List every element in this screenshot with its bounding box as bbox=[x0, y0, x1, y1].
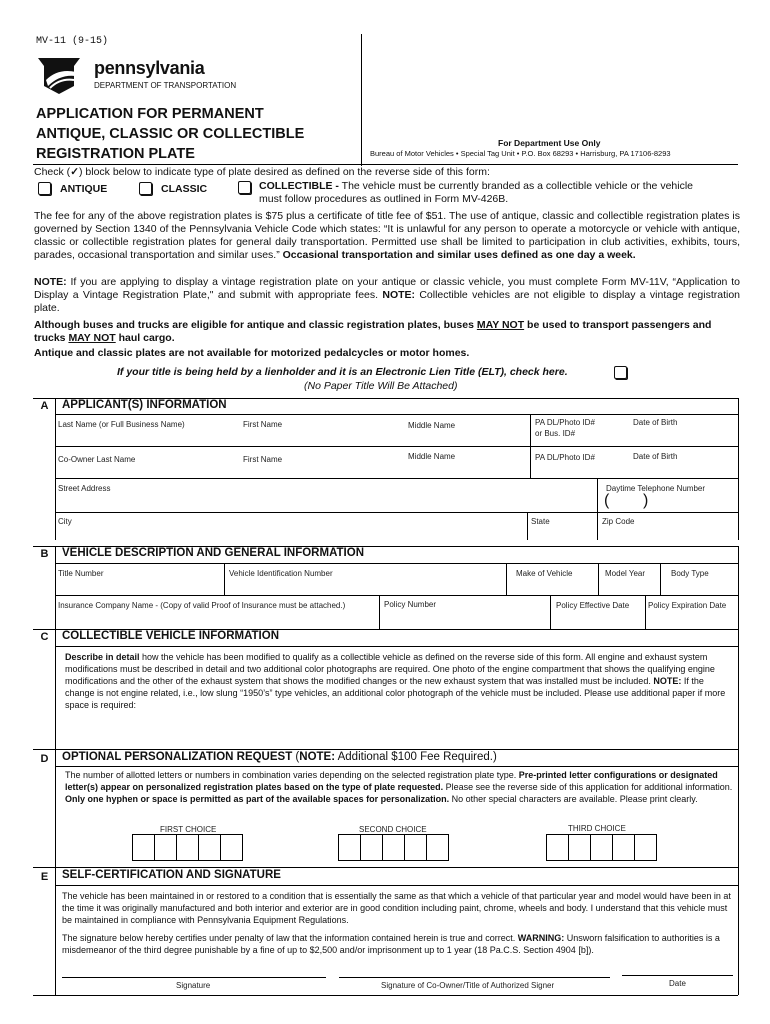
make-label: Make of Vehicle bbox=[516, 569, 573, 578]
middle-name-label: Middle Name bbox=[408, 421, 456, 430]
logo-department-name: DEPARTMENT OF TRANSPORTATION bbox=[94, 81, 237, 90]
state-label: State bbox=[531, 517, 550, 526]
row-divider bbox=[55, 512, 738, 513]
co-owner-middle-name-label: Middle Name bbox=[408, 452, 456, 461]
policy-effective-date-label: Policy Effective Date bbox=[556, 601, 630, 610]
plate-char-cell[interactable] bbox=[132, 834, 155, 861]
classic-checkbox[interactable] bbox=[139, 182, 152, 195]
co-owner-first-name-label: First Name bbox=[243, 455, 283, 464]
section-b-title: VEHICLE DESCRIPTION AND GENERAL INFORMATION bbox=[62, 547, 364, 559]
co-owner-last-name-label: Co-Owner Last Name bbox=[58, 455, 136, 464]
personalization-instructions: The number of allotted letters or numbers in combination varies depending on the selected registration plate type. Pre-printed letter configurations or designated letter(s) appear on personalized registration plates based on the type of plate requested. Please see the reverse side of this application for additional information. Only one hyphen or space is permitted as part of the available spaces for personalization. No other special characters are available. Please print clearly. bbox=[65, 770, 733, 804]
street-address-label: Street Address bbox=[58, 484, 111, 493]
plate-char-cell[interactable] bbox=[404, 834, 427, 861]
first-name-label: First Name bbox=[243, 420, 283, 429]
policy-expiration-date-label: Policy Expiration Date bbox=[648, 601, 727, 610]
header-rule bbox=[33, 164, 738, 165]
third-choice-cells bbox=[546, 834, 657, 861]
date-line[interactable] bbox=[622, 975, 733, 976]
second-choice-cells bbox=[338, 834, 449, 861]
co-owner-dob-label: Date of Birth bbox=[633, 452, 678, 461]
plate-char-cell[interactable] bbox=[220, 834, 243, 861]
section-c-letter: C bbox=[40, 631, 49, 643]
section-a-title: APPLICANT(S) INFORMATION bbox=[62, 399, 227, 411]
section-e-title: SELF-CERTIFICATION AND SIGNATURE bbox=[62, 869, 281, 881]
department-use-label: For Department Use Only bbox=[498, 138, 601, 148]
signature-line[interactable] bbox=[62, 977, 326, 978]
form-title: APPLICATION FOR PERMANENT ANTIQUE, CLASSIC OR COLLECTIBLE REGISTRATION PLATE bbox=[36, 106, 305, 162]
section-a-letter: A bbox=[40, 400, 49, 412]
section-d-letter: D bbox=[40, 753, 49, 765]
logo-state-name: pennsylvania bbox=[94, 58, 205, 78]
section-a-right-border bbox=[738, 398, 739, 540]
plate-char-cell[interactable] bbox=[198, 834, 221, 861]
form-bottom-rule bbox=[33, 995, 738, 996]
insurance-company-label: Insurance Company Name - (Copy of valid Proof of Insurance must be attached.) bbox=[58, 601, 346, 610]
section-e-right-border bbox=[738, 867, 739, 995]
third-choice-label: THIRD CHOICE bbox=[568, 824, 626, 833]
section-c-margin-line bbox=[55, 629, 56, 749]
first-choice-label: FIRST CHOICE bbox=[160, 825, 217, 834]
plate-char-cell[interactable] bbox=[568, 834, 591, 861]
section-a-margin-line bbox=[55, 398, 56, 540]
body-type-divider bbox=[660, 563, 661, 595]
elt-subtext: (No Paper Title Will Be Attached) bbox=[304, 380, 458, 392]
state-divider bbox=[527, 512, 528, 540]
model-year-label: Model Year bbox=[605, 569, 646, 578]
pedalcycles-paragraph: Antique and classic plates are not available for motorized pedalcycles or motor homes. bbox=[34, 347, 470, 359]
phone-area-code-open: ( bbox=[604, 492, 610, 509]
vin-divider bbox=[224, 563, 225, 595]
phone-divider bbox=[597, 478, 598, 540]
pa-dl-divider bbox=[530, 414, 531, 446]
section-a-header-rule bbox=[55, 414, 738, 415]
policy-number-label: Policy Number bbox=[384, 600, 437, 609]
section-b-letter: B bbox=[40, 548, 49, 560]
model-year-divider bbox=[598, 563, 599, 595]
section-b-margin-line bbox=[55, 546, 56, 629]
title-number-label: Title Number bbox=[58, 569, 104, 578]
collectible-description: must follow procedures as outlined in Form MV-426B. bbox=[259, 193, 509, 205]
section-b-header-rule bbox=[55, 563, 738, 564]
row-divider bbox=[55, 446, 738, 447]
body-type-label: Body Type bbox=[671, 569, 709, 578]
section-d-title: OPTIONAL PERSONALIZATION REQUEST (NOTE: Additional $100 Fee Required.) bbox=[62, 751, 497, 763]
second-choice-label: SECOND CHOICE bbox=[359, 825, 427, 834]
penalty-certification-text: The signature below hereby certifies under penalty of law that the information contained herein is true and correct. WARNING: Unsworn falsification to authorities is a misdemeanor of the third degree punishable by a fine of up to $2,500 and/or imprisonment up to 1 year (18 Pa.C.S. Section 4904 [b]). bbox=[62, 933, 720, 955]
plate-char-cell[interactable] bbox=[154, 834, 177, 861]
zip-code-label: Zip Code bbox=[602, 517, 635, 526]
bureau-address: Bureau of Motor Vehicles • Special Tag Unit • P.O. Box 68293 • Harrisburg, PA 17106-8293 bbox=[370, 149, 671, 158]
section-d-header-rule bbox=[55, 766, 738, 767]
section-c-title: COLLECTIBLE VEHICLE INFORMATION bbox=[62, 630, 280, 642]
co-owner-pa-dl-label: PA DL/Photo ID# bbox=[535, 453, 595, 462]
pa-dl-label: PA DL/Photo ID# bbox=[535, 418, 595, 427]
plate-char-cell[interactable] bbox=[382, 834, 405, 861]
date-label: Date bbox=[669, 979, 686, 988]
make-divider bbox=[506, 563, 507, 595]
policy-effective-divider bbox=[550, 595, 551, 629]
collectible-checkbox[interactable] bbox=[238, 181, 251, 194]
header-divider bbox=[361, 34, 362, 166]
section-c-right-border bbox=[738, 629, 739, 749]
phone-label: Daytime Telephone Number bbox=[606, 484, 706, 493]
co-owner-signature-line[interactable] bbox=[339, 977, 610, 978]
antique-checkbox[interactable] bbox=[38, 182, 51, 195]
co-owner-signature-label: Signature of Co-Owner/Title of Authorized Signer bbox=[381, 981, 555, 990]
policy-number-divider bbox=[379, 595, 380, 629]
fee-paragraph: The fee for any of the above registration plates is $75 plus a certificate of title fee of $51. The use of antique, classic and collectible registration plates is governed by Section 1340 of the Pennsylvania Vehicle Code which states: “It is unlawful for any person to operate a motorcycle or vehicle with antique, classic or collectible registration plates for general daily transportation. Permitted use shall be limited to participation in club activities, exhibits, tours, parades, occasional transportation and similar uses.” Occasional transportation and similar uses defined as one day a week. bbox=[34, 210, 740, 261]
last-name-label: Last Name (or Full Business Name) bbox=[58, 420, 185, 429]
pennsylvania-keystone-logo bbox=[36, 56, 82, 96]
section-c-header-rule bbox=[55, 646, 738, 647]
collectible-description-instructions: Describe in detail how the vehicle has been modified to qualify as a collectible vehicle as defined on the reverse side of this form. All engine and exhaust system modifications must be described in detail and two additional color photographs are required. One photo of the engine compartment that shows the qualifying engine modifications and the other of the exhaust system that shows the modified changes or the new exhaust system that was installed must be included. NOTE: If the change is not engine related, i.e., low slung “1950’s” type vehicles, an additional color photograph of the vehicle must be included. Please use additional paper if more space is required: bbox=[65, 652, 726, 710]
plate-char-cell[interactable] bbox=[338, 834, 361, 861]
vin-label: Vehicle Identification Number bbox=[229, 569, 333, 578]
section-d-top-rule bbox=[33, 749, 738, 750]
city-label: City bbox=[58, 517, 72, 526]
check-instruction: Check (✓) block below to indicate type of plate desired as defined on the reverse side of this form: bbox=[34, 166, 490, 178]
plate-char-cell[interactable] bbox=[176, 834, 199, 861]
section-e-margin-line bbox=[55, 867, 56, 995]
elt-checkbox[interactable] bbox=[614, 366, 627, 379]
form-id: MV-11 (9-15) bbox=[36, 36, 109, 47]
policy-expiration-divider bbox=[645, 595, 646, 629]
elt-instruction: If your title is being held by a lienholder and it is an Electronic Lien Title (ELT), check here. bbox=[117, 366, 568, 378]
section-e-header-rule bbox=[55, 885, 738, 886]
classic-label: CLASSIC bbox=[161, 183, 208, 195]
signature-label: Signature bbox=[176, 981, 211, 990]
plate-char-cell[interactable] bbox=[426, 834, 449, 861]
antique-label: ANTIQUE bbox=[60, 183, 108, 195]
plate-char-cell[interactable] bbox=[360, 834, 383, 861]
plate-char-cell[interactable] bbox=[634, 834, 657, 861]
vintage-note-paragraph: NOTE: If you are applying to display a vintage registration plate on your antique or classic vehicle, you must complete Form MV-11V, “Application to Display a Vintage Registration Plate," and submit with appropriate fees. NOTE: Collectible vehicles are not eligible to display a vintage registration plate. bbox=[34, 276, 741, 314]
section-b-right-border bbox=[738, 546, 739, 629]
first-choice-cells bbox=[132, 834, 243, 861]
section-e-letter: E bbox=[40, 871, 49, 883]
row-divider bbox=[55, 595, 738, 596]
plate-char-cell[interactable] bbox=[612, 834, 635, 861]
section-e-top-rule bbox=[33, 867, 738, 868]
section-d-right-border bbox=[738, 749, 739, 867]
plate-char-cell[interactable] bbox=[590, 834, 613, 861]
co-owner-pa-dl-divider bbox=[530, 446, 531, 478]
maintenance-certification-text: The vehicle has been maintained in or restored to a condition that is essentially the same as that which a vehicle of that particular year and model would have been in at the time it was originally manufactured and both interior and exterior are in good condition including paint, chrome, wheels and body. I understand that this vehicle must be maintained in compliance with Pennsylvania Equipment Regulations. bbox=[62, 891, 731, 925]
dob-label: Date of Birth bbox=[633, 418, 678, 427]
plate-char-cell[interactable] bbox=[546, 834, 569, 861]
collectible-label: COLLECTIBLE - The vehicle must be currently branded as a collectible vehicle or the vehicle bbox=[259, 180, 693, 192]
bus-id-label: or Bus. ID# bbox=[535, 429, 576, 438]
phone-area-code-close: ) bbox=[643, 492, 649, 509]
row-divider bbox=[55, 478, 738, 479]
buses-trucks-paragraph: Although buses and trucks are eligible for antique and classic registration plates, buses MAY NOT be used to transport passengers and trucks MAY NOT haul cargo. bbox=[34, 319, 712, 344]
